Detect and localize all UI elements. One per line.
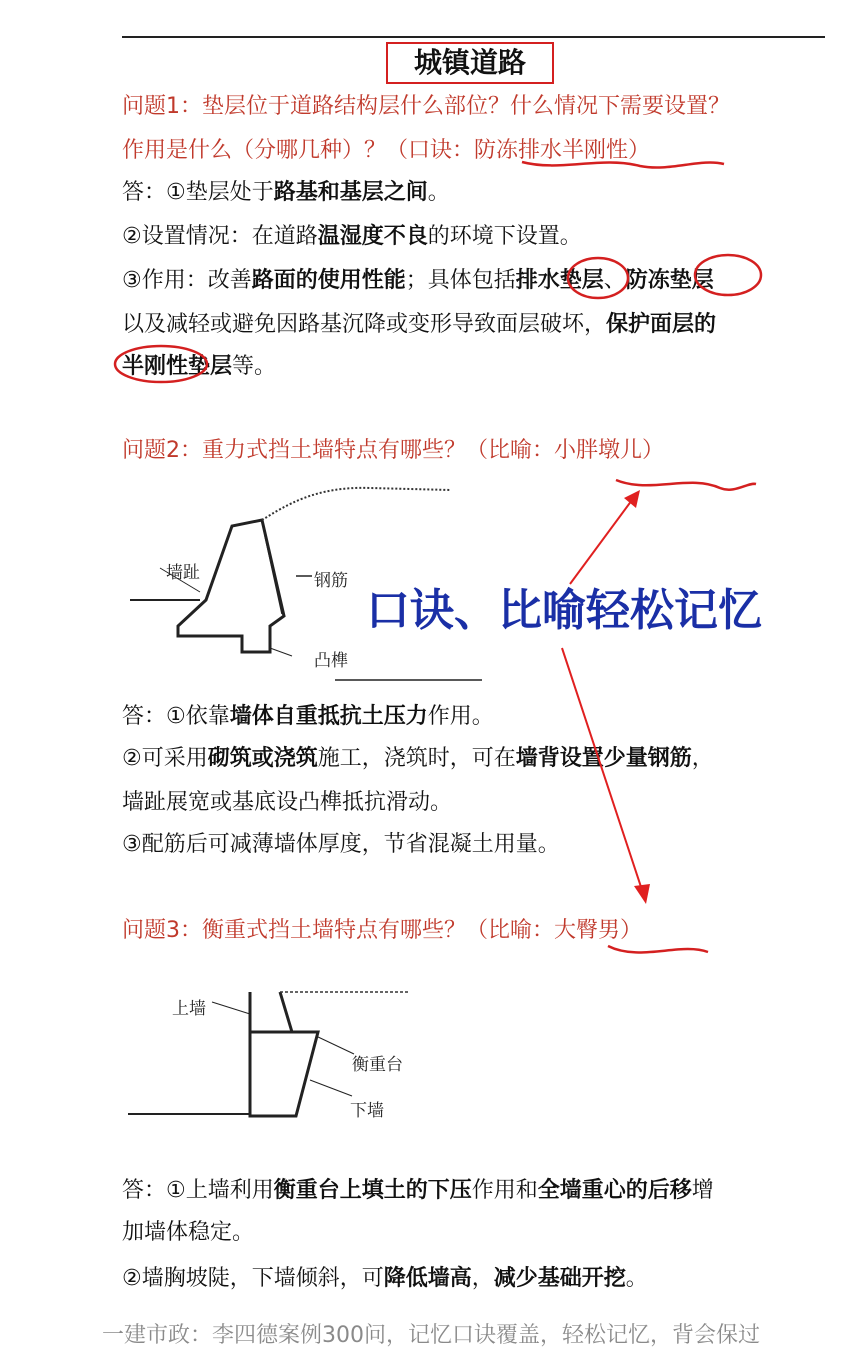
underline-q3-analogy (608, 946, 708, 952)
underline-q1-mnemonic (522, 162, 724, 168)
circle-frost-layer (695, 255, 761, 295)
q1-question-line2: 作用是什么（分哪几种）？（口诀：防冻排水半刚性） (122, 138, 651, 163)
page-title: 城镇道路 (386, 42, 554, 84)
overlay-slogan: 口诀、比喻轻松记忆 (366, 585, 762, 636)
q1-answer-3: ③作用：改善路面的使用性能；具体包括排水垫层、防冻垫层 (122, 268, 714, 293)
footer-caption: 一建市政：李四德案例300问，记忆口诀覆盖，轻松记忆，背会保过 (102, 1323, 760, 1348)
underline-q2-analogy (616, 480, 756, 490)
label-rebar: 钢筋 (314, 571, 348, 591)
q1-answer-2: ②设置情况：在道路温湿度不良的环境下设置。 (122, 224, 582, 249)
label-wall-toe: 墙趾 (166, 563, 200, 583)
arrow-down-line (562, 648, 642, 890)
q3-question: 问题3：衡重式挡土墙特点有哪些？（比喻：大臀男） (122, 918, 642, 943)
q2-answer-4: ③配筋后可减薄墙体厚度，节省混凝土用量。 (122, 832, 560, 857)
q3-answer-3: ②墙胸坡陡，下墙倾斜，可降低墙高，减少基础开挖。 (122, 1266, 648, 1291)
arrow-up-line (570, 500, 632, 584)
q2-answer-3: 墙趾展宽或基底设凸榫抵抗滑动。 (122, 790, 453, 815)
q2-question: 问题2：重力式挡土墙特点有哪些？（比喻：小胖墩儿） (122, 438, 664, 463)
arrow-up-head (624, 490, 640, 508)
label-counterweight-platform: 衡重台 (352, 1055, 403, 1075)
label-shear-key: 凸榫 (314, 651, 348, 671)
q1-question-line1: 问题1：垫层位于道路结构层什么部位？什么情况下需要设置？ (122, 94, 730, 119)
label-upper-wall: 上墙 (172, 999, 206, 1019)
arrow-down-head (634, 884, 650, 904)
q2-answer-2: ②可采用砌筑或浇筑施工，浇筑时，可在墙背设置少量钢筋， (122, 746, 714, 771)
circle-semi-rigid-layer (115, 346, 207, 382)
label-lower-wall: 下墙 (350, 1101, 384, 1121)
q3-answer-1: 答：①上墙利用衡重台上填土的下压作用和全墙重心的后移增 (122, 1178, 714, 1203)
q3-answer-2: 加墙体稳定。 (122, 1220, 255, 1245)
q2-answer-1: 答：①依靠墙体自重抵抗土压力作用。 (122, 704, 494, 729)
q1-answer-1: 答：①垫层处于路基和基层之间。 (122, 180, 450, 205)
circle-drainage-layer (568, 258, 628, 298)
q1-answer-5: 半刚性垫层等。 (122, 354, 277, 379)
q1-answer-4: 以及减轻或避免因路基沉降或变形导致面层破坏，保护面层的 (122, 312, 717, 337)
